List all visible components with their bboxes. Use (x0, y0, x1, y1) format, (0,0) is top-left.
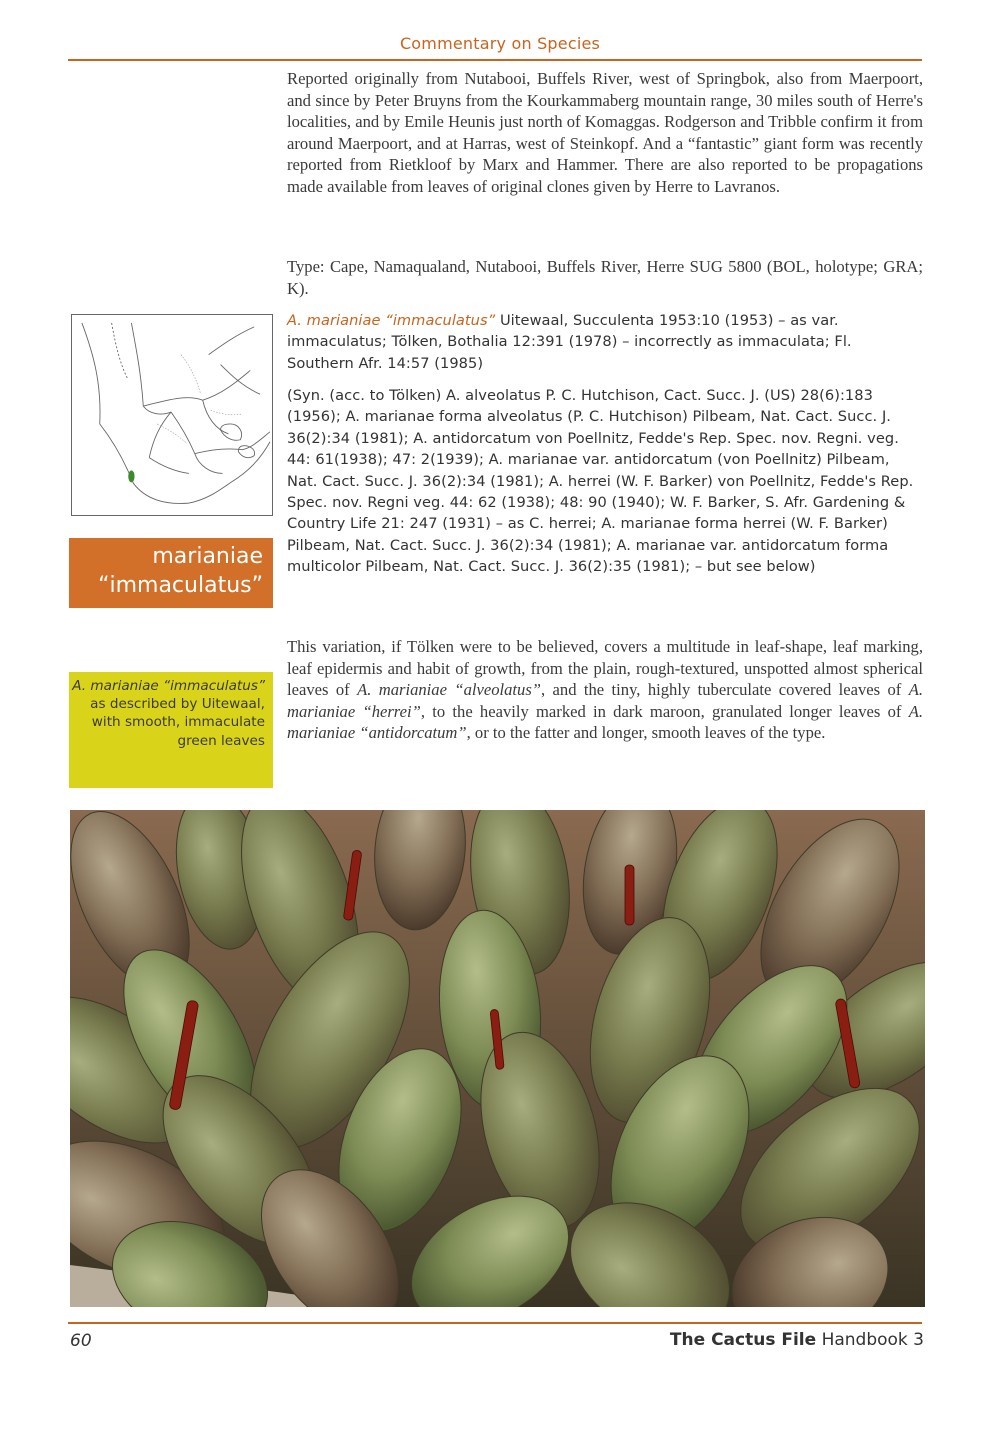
text-run: , or to the fatter and longer, smooth leaves of the type. (466, 723, 826, 743)
paragraph-distribution: Reported originally from Nutabooi, Buffels River, west of Springbok, also from Maerpoort, and since by Peter Bruyns from the Kourkammaberg mountain range, 30 miles south of Herre's localities, and by Emile Heunis just north of Komaggas. Rodgerson and Tribble confirm it from around Maerpoort, and at Harras, west of Steinkopf. And a “fantastic” giant form was recently reported from Rietkloof by Marx and Hammer. There are also reported to be propagations made available from leaves of original clones given by Herre to Lavranos. (287, 69, 923, 196)
page-number: 60 (70, 1331, 92, 1351)
southern-africa-map-graphic (72, 315, 272, 515)
italic-name: A. marianiae “herrei” (287, 680, 923, 721)
paragraph-variation (287, 636, 923, 744)
footer-rule (68, 1322, 922, 1324)
caption-species: A. marianiae “immaculatus” (72, 678, 265, 694)
species-label-line2: “immaculatus” (98, 573, 263, 598)
text-run: , and the tiny, highly tuberculate covered leaves of (541, 680, 909, 700)
species-name: A. marianiae “immaculatus” (287, 312, 496, 329)
italic-name: A. marianiae “alveolatus” (357, 680, 542, 700)
paragraph-synonyms: (Syn. (acc. to Tölken) A. alveolatus P. C. Hutchison, Cact. Succ. J. (US) 28(6):183 (1956); A. marianae forma alveolatus (P. C. Hutchison) Pilbeam, Nat. Cact. Succ. J. 36(2):34 (1981); A. antidorcatum von Poellnitz, Fedde's Rep. Spec. nov. Regni. veg. 44: 61(1938); 47: 2(1939); A. marianae var. antidorcatum (von Poellnitz) Pilbeam, Nat. Cact. Succ. J. 36(2):34 (1981); A. herrei (W. F. Barker) von Poellnitz, Fedde's Rep. Spec. nov. Regni veg. 44: 62 (1938); 48: 90 (1940); W. F. Barker, S. Afr. Gardening & Country Life 21: 247 (1931) – as C. herrei; A. marianae forma herrei (W. F. Barker) Pilbeam, Nat. Cact. Succ. J. 36(2):34 (1981); A. marianae var. antidorcatum forma multicolor Pilbeam, Nat. Cact. Succ. J. 36(2):35 (1981); – but see below) (287, 387, 914, 576)
book-title-volume: Handbook 3 (816, 1330, 924, 1350)
distribution-map (71, 314, 273, 516)
text-run: , to the heavily marked in dark maroon, granulated longer leaves of (420, 701, 909, 721)
text-run: This variation, if Tölken were to be believed, covers a multitude in leaf-shape, leaf marking, leaf epidermis and habit of growth, from the plain, rough-textured, unspotted almost spherical leaves of (287, 637, 923, 700)
succulent-leaves-image (70, 810, 925, 1307)
paragraph-name-citation (287, 310, 923, 374)
species-label-box (69, 538, 273, 608)
italic-name: A. marianiae “antidorcatum” (287, 701, 923, 743)
citation-text: Uitewaal, Succulenta 1953:10 (1953) – as var. immaculatus; Tölken, Bothalia 12:391 (1978) – incorrectly as immaculata; Fl. Southern Afr. 14:57 (1985) (287, 312, 852, 372)
photo-caption-box (69, 672, 273, 788)
paragraph-type: Type: Cape, Namaqualand, Nutabooi, Buffels River, Herre SUG 5800 (BOL, holotype; GRA; K). (287, 257, 923, 298)
book-title-main: The Cactus File (669, 1330, 817, 1350)
book-title (670, 1330, 924, 1350)
running-head: Commentary on Species (399, 34, 601, 53)
plant-photograph (70, 810, 925, 1307)
header-rule (68, 59, 922, 61)
caption-text: as described by Uitewaal, with smooth, immaculate green leaves (90, 696, 265, 749)
range-marker (128, 470, 134, 482)
species-label-line1: marianiae (152, 544, 263, 569)
